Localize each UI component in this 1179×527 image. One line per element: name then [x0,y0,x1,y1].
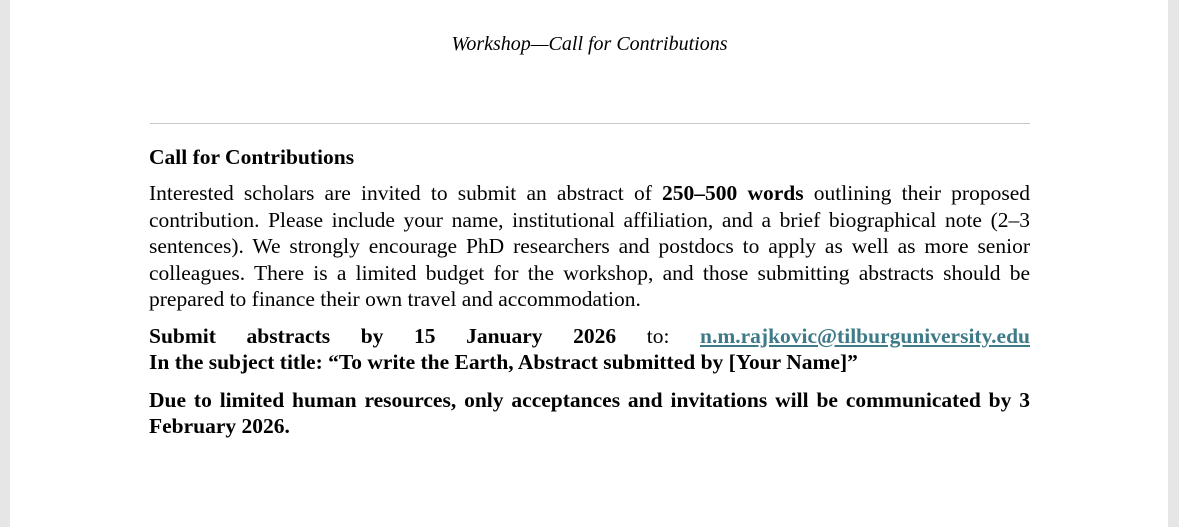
intro-text-start: Interested scholars are invited to submit an abstract of [149,181,663,205]
section-heading: Call for Contributions [149,145,355,169]
document-body [149,144,1030,440]
word-limit: 250–500 words [662,181,804,205]
page-edge [1168,0,1179,527]
submission-to: to: [616,323,701,348]
subject-instruction: In the subject title: “To write the Earth, Abstract submitted by [Your Name]” [149,350,858,374]
intro-paragraph [149,180,1030,313]
running-header: Workshop—Call for Contributions [451,33,728,55]
notification-notice: Due to limited human resources, only acceptances and invitations will be communicated by 3 February 2026. [149,387,1030,438]
intro-text-rest: outlining their proposed contribution. Please include your name, institutional affiliation, and a brief biographical note (2–3 sentences). We strongly encourage PhD researchers and postdocs to apply as well as more senior colleagues. There is a limited budget for the workshop, and those submitting abstracts should be prepared to finance their own travel and accommodation. [149,181,1030,311]
header-divider [150,123,1030,124]
submission-deadline: Submit abstracts by 15 January 2026 [149,323,617,348]
email-link[interactable]: n.m.rajkovic@tilburguniversity.edu [700,323,1030,348]
document-page [10,0,1168,527]
submission-line [149,323,1030,350]
